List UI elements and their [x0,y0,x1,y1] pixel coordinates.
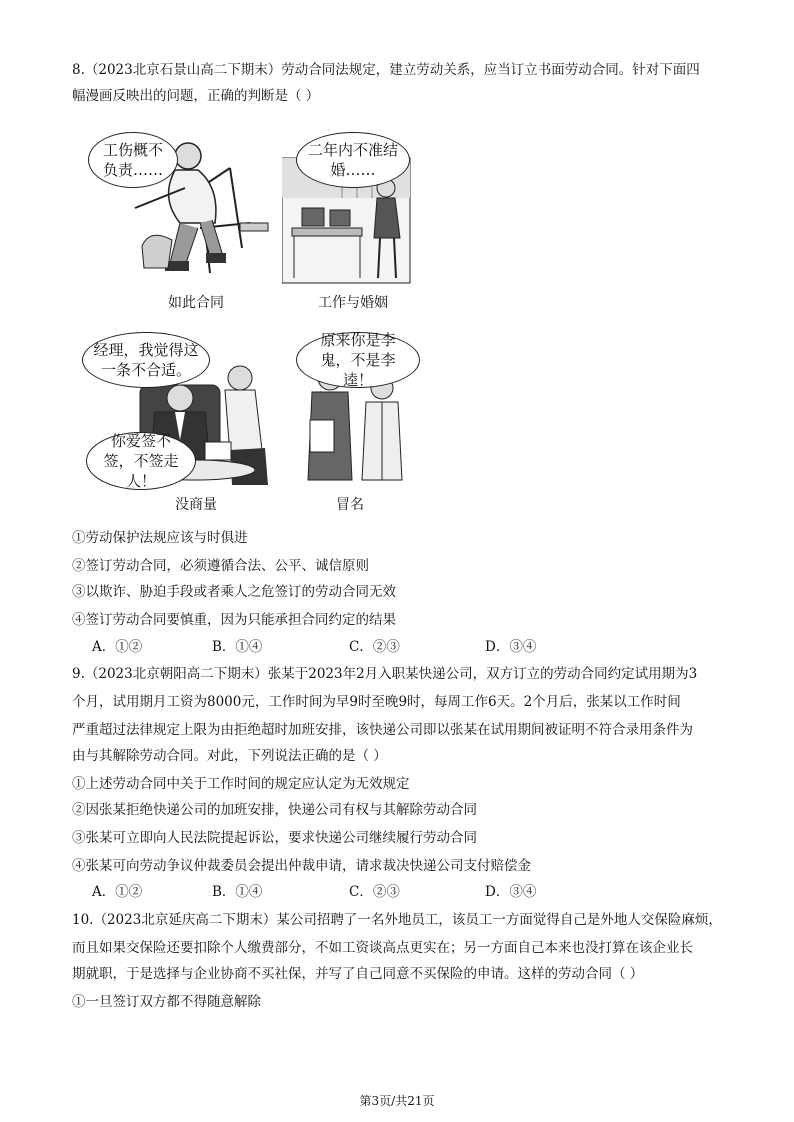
page-footer: 第3页/共21页 [359,1094,435,1108]
q10-stem-line-3: 期就职，于是选择与企业协商不买社保，并写了自己同意不买保险的申请。这样的劳动合同（ ） [72,966,644,982]
q8-item-1: ①劳动保护法规应该与时俱进 [72,530,248,546]
comic-4-caption: 冒名 [336,497,364,513]
q8-stem-line-2: 幅漫画反映出的问题，正确的判断是（ ） [72,88,320,104]
comic-1-speech-bubble: 工伤概不负责…… [88,132,178,188]
q8-item-4: ④签订劳动合同要慎重，因为只能承担合同约定的结果 [72,612,396,628]
comic-3-speech-bubble-bottom: 你爱签不签，不签走人！ [86,432,196,490]
q9-stem-line-2: 个月，试用期月工资为8000元，工作时间为早9时至晚9时，每周工作6天。2个月后，张某以工作时间 [72,694,681,710]
q9-item-1: ①上述劳动合同中关于工作时间的规定应认定为无效规定 [72,776,410,792]
q8-item-3: ③以欺诈、胁迫手段或者乘人之危签订的劳动合同无效 [72,584,396,600]
q9-item-2: ②因张某拒绝快递公司的加班安排，快递公司有权与其解除劳动合同 [72,802,477,818]
q9-option-c[interactable]: C．②③ [349,884,400,900]
q9-stem-line-4: 由与其解除劳动合同。对此，下列说法正确的是（ ） [72,748,387,764]
comic-3-speech-bubble-top: 经理，我觉得这一条不合适。 [82,332,210,388]
comic-3-caption: 没商量 [175,497,217,513]
q9-stem-line-1: 9.（2023北京朝阳高二下期末）张某于2023年2月入职某快递公司，双方订立的劳动合同约定试用期为3 [72,666,698,682]
q9-option-b[interactable]: B．①④ [212,884,263,900]
q9-item-3: ③张某可立即向人民法院提起诉讼，要求快递公司继续履行劳动合同 [72,830,477,846]
comic-2-caption: 工作与婚姻 [318,295,388,311]
q10-stem-line-1: 10.（2023北京延庆高二下期末）某公司招聘了一名外地员工，该员工一方面觉得自己是外地人交保险麻烦， [72,912,722,928]
comic-4-speech-bubble: 原来你是李鬼，不是李逵！ [296,332,420,388]
q8-option-c[interactable]: C．②③ [349,639,400,655]
comic-1-caption: 如此合同 [168,295,224,311]
q9-option-a[interactable]: A．①② [92,884,143,900]
q9-option-d[interactable]: D．③④ [485,884,537,900]
q10-item-1: ①一旦签订双方都不得随意解除 [72,994,261,1010]
q8-stem-line-1: 8.（2023北京石景山高二下期末）劳动合同法规定，建立劳动关系，应当订立书面劳动合同。针对下面四 [72,62,700,78]
q9-item-4: ④张某可向劳动争议仲裁委员会提出仲裁申请，请求裁决快递公司支付赔偿金 [72,858,531,874]
q10-stem-line-2: 而且如果交保险还要扣除个人缴费部分，不如工资谈高点更实在；另一方面自己本来也没打算在该企业长 [72,940,693,956]
q8-item-2: ②签订劳动合同，必须遵循合法、公平、诚信原则 [72,558,369,574]
q8-option-d[interactable]: D．③④ [485,639,537,655]
comic-2-speech-bubble: 二年内不准结婚…… [296,132,410,188]
q8-option-b[interactable]: B．①④ [212,639,263,655]
q8-option-a[interactable]: A．①② [92,639,143,655]
q9-stem-line-3: 严重超过法律规定上限为由拒绝超时加班安排，该快递公司即以张某在试用期间被证明不符合录用条件为 [72,722,693,738]
